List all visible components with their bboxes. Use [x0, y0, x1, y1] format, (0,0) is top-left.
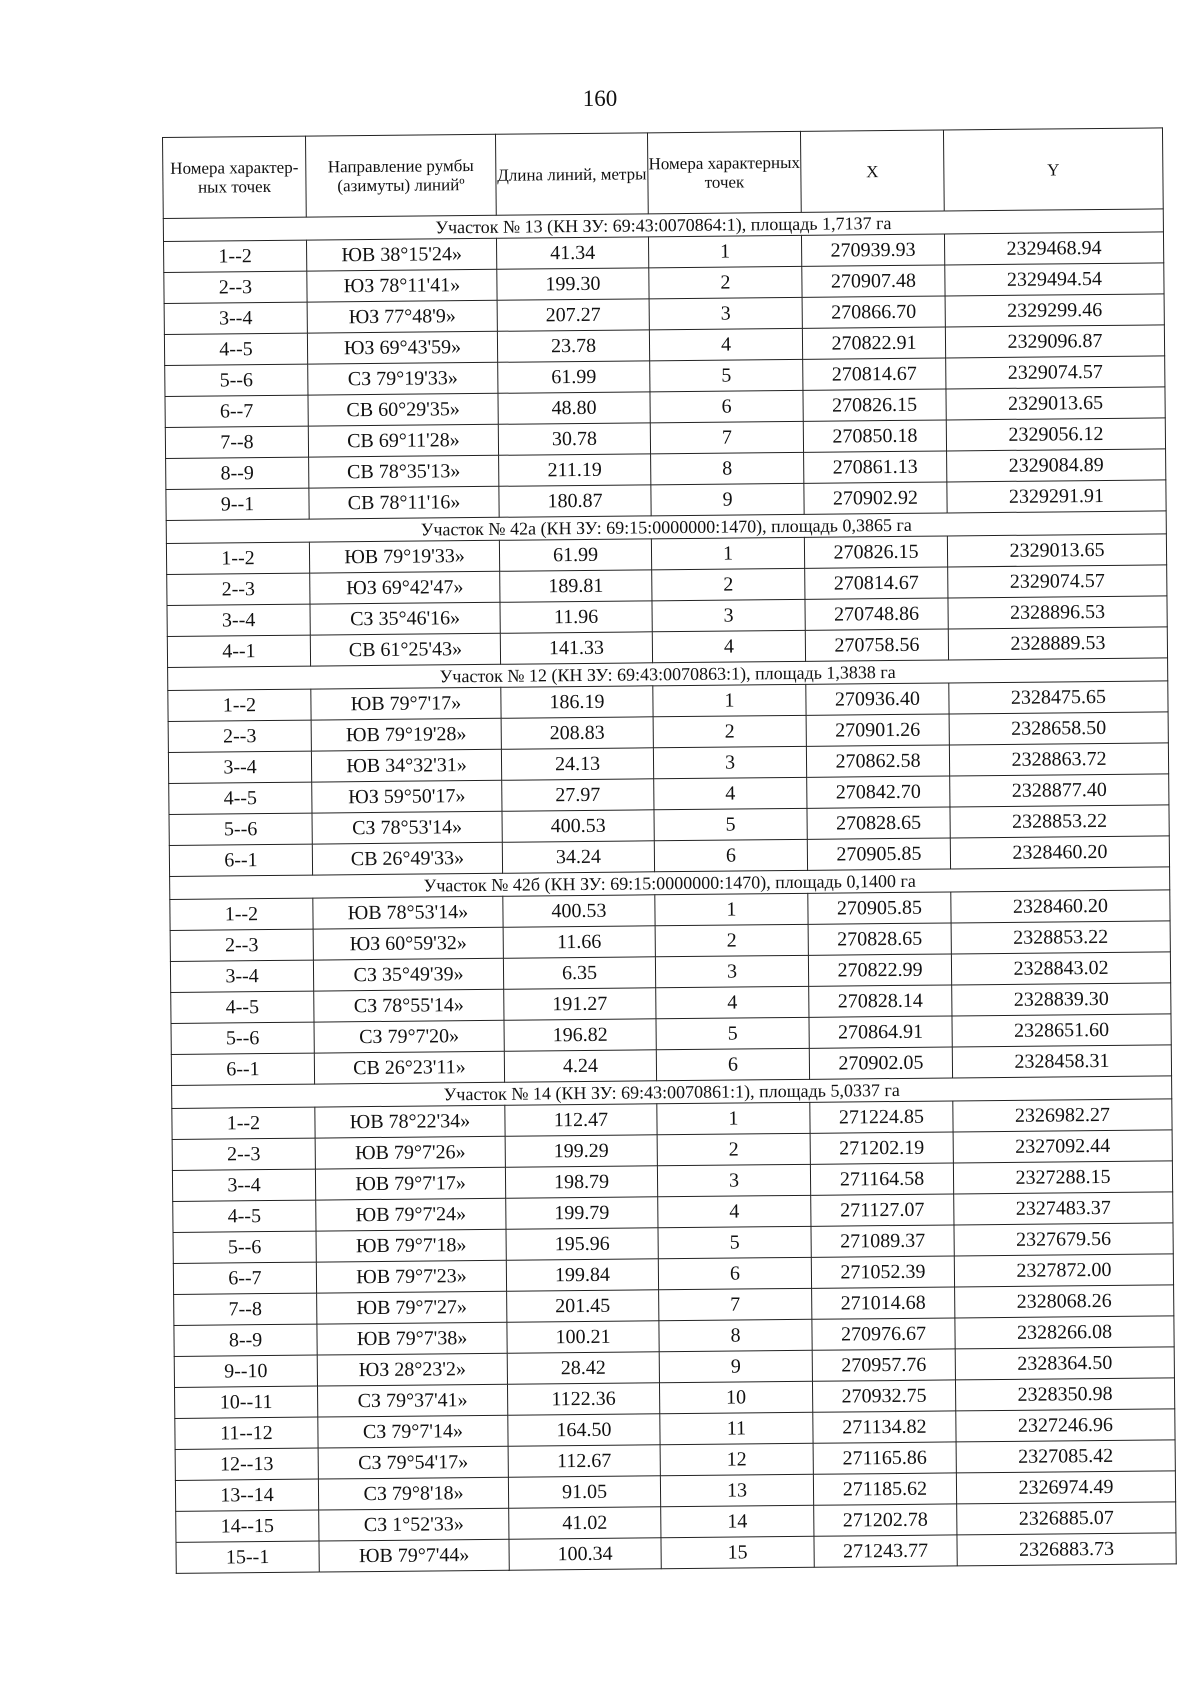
cell-x: 270850.18 — [803, 420, 946, 452]
cell-point-number: 1 — [648, 235, 801, 267]
cell-point-number: 11 — [660, 1412, 813, 1444]
cell-segment: 15--1 — [176, 1541, 319, 1573]
cell-direction: ЮВ 79°7'17» — [315, 1167, 505, 1200]
cell-segment: 5--6 — [171, 1022, 314, 1054]
cell-direction: ЮВ 79°7'18» — [316, 1229, 506, 1262]
cell-point-number: 8 — [651, 452, 804, 484]
cell-point-number: 9 — [659, 1350, 812, 1382]
cell-y: 2328863.72 — [949, 743, 1168, 776]
cell-direction: СВ 78°11'16» — [309, 486, 499, 519]
cell-x: 270861.13 — [804, 451, 947, 483]
cell-y: 2329013.65 — [947, 534, 1166, 567]
cell-length: 11.66 — [503, 926, 655, 958]
cell-point-number: 8 — [659, 1319, 812, 1351]
cell-x: 270932.75 — [812, 1380, 955, 1412]
cell-direction: СВ 26°49'33» — [312, 842, 502, 875]
cell-length: 199.29 — [505, 1135, 657, 1167]
cell-x: 270822.99 — [808, 954, 951, 986]
cell-x: 270902.05 — [809, 1047, 952, 1079]
cell-length: 112.47 — [505, 1104, 657, 1136]
cell-length: 6.35 — [503, 957, 655, 989]
cell-y: 2329074.57 — [946, 356, 1165, 389]
cell-x: 270814.67 — [803, 358, 946, 390]
cell-direction: ЮВ 38°15'24» — [306, 238, 496, 271]
cell-y: 2329494.54 — [945, 263, 1164, 296]
cell-segment: 2--3 — [172, 1138, 315, 1170]
cell-direction: СВ 60°29'35» — [308, 393, 498, 426]
cell-direction: ЮЗ 69°42'47» — [310, 571, 500, 604]
cell-x: 271014.68 — [812, 1287, 955, 1319]
cell-point-number: 1 — [653, 684, 806, 716]
cell-point-number: 6 — [654, 839, 807, 871]
cell-length: 191.27 — [504, 988, 656, 1020]
cell-direction: СЗ 79°7'14» — [318, 1415, 508, 1448]
cell-y: 2328475.65 — [949, 681, 1168, 714]
cell-length: 30.78 — [498, 423, 650, 455]
header-line-length: Длина линий, метры — [495, 133, 648, 215]
cell-x: 270907.48 — [802, 265, 945, 297]
cell-y: 2327679.56 — [954, 1223, 1173, 1256]
cell-segment: 9--10 — [174, 1355, 317, 1387]
cell-x: 271134.82 — [813, 1411, 956, 1443]
cell-direction: ЮЗ 69°43'59» — [307, 331, 497, 364]
cell-length: 41.02 — [509, 1507, 661, 1539]
cell-x: 271127.07 — [811, 1194, 954, 1226]
cell-direction: ЮЗ 77°48'9» — [307, 300, 497, 333]
cell-point-number: 1 — [655, 893, 808, 925]
cell-point-number: 1 — [651, 537, 804, 569]
cell-y: 2328896.53 — [948, 596, 1167, 629]
cell-direction: ЮВ 79°7'44» — [319, 1539, 509, 1572]
cell-point-number: 4 — [654, 777, 807, 809]
cell-x: 270936.40 — [806, 683, 949, 715]
cell-direction: ЮЗ 78°11'41» — [307, 269, 497, 302]
cell-length: 196.82 — [504, 1019, 656, 1051]
cell-direction: СВ 78°35'13» — [309, 455, 499, 488]
cell-y: 2328350.98 — [955, 1378, 1174, 1411]
cell-y: 2329096.87 — [945, 325, 1164, 358]
cell-segment: 10--11 — [175, 1386, 318, 1418]
cell-direction: ЮВ 79°19'33» — [309, 540, 499, 573]
cell-y: 2328460.20 — [950, 836, 1169, 869]
cell-direction: ЮВ 78°22'34» — [315, 1105, 505, 1138]
cell-point-number: 2 — [649, 266, 802, 298]
cell-segment: 2--3 — [167, 573, 310, 605]
cell-length: 28.42 — [507, 1352, 659, 1384]
cell-segment: 8--9 — [174, 1324, 317, 1356]
cell-point-number: 7 — [659, 1288, 812, 1320]
cell-segment: 2--3 — [164, 271, 307, 303]
cell-direction: СЗ 1°52'33» — [319, 1508, 509, 1541]
section-title: Участок № 12 (КН ЗУ: 69:43:0070863:1), площадь 1,3838 га — [168, 658, 1168, 691]
cell-direction: ЮВ 79°7'26» — [315, 1136, 505, 1169]
cell-length: 4.24 — [504, 1050, 656, 1082]
cell-length: 27.97 — [502, 779, 654, 811]
cell-direction: СЗ 78°53'14» — [312, 811, 502, 844]
cell-y: 2327092.44 — [953, 1130, 1172, 1163]
cell-segment: 4--5 — [164, 333, 307, 365]
cell-length: 112.67 — [508, 1445, 660, 1477]
cell-segment: 5--6 — [165, 364, 308, 396]
cell-length: 198.79 — [505, 1166, 657, 1198]
cell-direction: СЗ 78°55'14» — [314, 989, 504, 1022]
cell-segment: 2--3 — [170, 929, 313, 961]
cell-point-number: 4 — [649, 328, 802, 360]
table-body — [163, 209, 1176, 1574]
cell-direction: СЗ 79°54'17» — [318, 1446, 508, 1479]
cell-segment: 4--1 — [167, 635, 310, 667]
cell-x: 270905.85 — [807, 838, 950, 870]
cell-y: 2326974.49 — [956, 1471, 1175, 1504]
cell-y: 2329074.57 — [948, 565, 1167, 598]
cell-point-number: 4 — [652, 630, 805, 662]
cell-length: 195.96 — [506, 1228, 658, 1260]
cell-x: 270814.67 — [805, 567, 948, 599]
cell-length: 61.99 — [499, 539, 651, 571]
cell-x: 270862.58 — [806, 745, 949, 777]
cell-length: 24.13 — [501, 748, 653, 780]
cell-length: 201.45 — [507, 1290, 659, 1322]
cell-point-number: 3 — [655, 955, 808, 987]
cell-point-number: 3 — [653, 746, 806, 778]
cell-y: 2329013.65 — [946, 387, 1165, 420]
cell-segment: 4--5 — [171, 991, 314, 1023]
cell-x: 271052.39 — [811, 1256, 954, 1288]
cell-segment: 8--9 — [166, 457, 309, 489]
header-y: Y — [943, 128, 1163, 211]
cell-x: 270976.67 — [812, 1318, 955, 1350]
cell-segment: 6--7 — [165, 395, 308, 427]
cell-direction: ЮВ 79°19'28» — [311, 718, 501, 751]
cell-length: 199.30 — [497, 268, 649, 300]
cell-point-number: 2 — [657, 1133, 810, 1165]
cell-segment: 7--8 — [174, 1293, 317, 1325]
cell-y: 2328458.31 — [952, 1045, 1171, 1078]
cell-x: 271089.37 — [811, 1225, 954, 1257]
cell-point-number: 13 — [660, 1474, 813, 1506]
cell-x: 270901.26 — [806, 714, 949, 746]
page-number: 160 — [582, 86, 618, 111]
cell-x: 270842.70 — [807, 776, 950, 808]
cell-x: 271185.62 — [813, 1473, 956, 1505]
cell-point-number: 7 — [650, 421, 803, 453]
cell-segment: 1--2 — [168, 689, 311, 721]
cell-length: 100.34 — [509, 1538, 661, 1570]
cell-point-number: 12 — [660, 1443, 813, 1475]
cell-x: 271165.86 — [813, 1442, 956, 1474]
cell-x: 270957.76 — [812, 1349, 955, 1381]
cell-segment: 6--1 — [169, 844, 312, 876]
cell-point-number: 4 — [658, 1195, 811, 1227]
cell-point-number: 5 — [656, 1017, 809, 1049]
cell-segment: 1--2 — [170, 898, 313, 930]
cell-direction: ЮВ 34°32'31» — [311, 749, 501, 782]
cell-length: 61.99 — [498, 361, 650, 393]
cell-y: 2328460.20 — [951, 890, 1170, 923]
cell-point-number: 3 — [657, 1164, 810, 1196]
cell-length: 41.34 — [496, 237, 648, 269]
cell-segment: 6--7 — [173, 1262, 316, 1294]
section-title: Участок № 42б (КН ЗУ: 69:15:0000000:1470), площадь 0,1400 га — [170, 867, 1170, 900]
cell-point-number: 4 — [656, 986, 809, 1018]
cell-y: 2329084.89 — [947, 449, 1166, 482]
cell-length: 164.50 — [508, 1414, 660, 1446]
cell-y: 2328658.50 — [949, 712, 1168, 745]
cell-y: 2326885.07 — [957, 1502, 1176, 1535]
cell-y: 2328266.08 — [955, 1316, 1174, 1349]
cell-x: 270822.91 — [802, 327, 945, 359]
header-direction: Направление румбы (азимуты) линийº — [305, 134, 496, 217]
table-header-row — [163, 128, 1164, 219]
cell-x: 270828.14 — [809, 985, 952, 1017]
cell-x: 270826.15 — [804, 536, 947, 568]
cell-point-number: 2 — [652, 568, 805, 600]
cell-y: 2327872.00 — [954, 1254, 1173, 1287]
cell-point-number: 6 — [658, 1257, 811, 1289]
cell-segment: 9--1 — [166, 488, 309, 520]
cell-direction: ЮВ 79°7'23» — [316, 1260, 506, 1293]
section-title: Участок № 42а (КН ЗУ: 69:15:0000000:1470), площадь 0,3865 га — [166, 511, 1166, 544]
cell-length: 400.53 — [503, 895, 655, 927]
cell-y: 2326883.73 — [957, 1533, 1176, 1566]
cell-point-number: 2 — [655, 924, 808, 956]
cell-point-number: 5 — [654, 808, 807, 840]
cell-length: 199.84 — [506, 1259, 658, 1291]
cell-point-number: 6 — [650, 390, 803, 422]
cell-segment: 1--2 — [172, 1107, 315, 1139]
cell-point-number: 14 — [661, 1505, 814, 1537]
cell-y: 2327288.15 — [953, 1161, 1172, 1194]
cell-y: 2328843.02 — [951, 952, 1170, 985]
cell-x: 270748.86 — [805, 598, 948, 630]
cell-direction: СЗ 79°7'20» — [314, 1020, 504, 1053]
cell-direction: ЮВ 79°7'24» — [316, 1198, 506, 1231]
cell-length: 1122.36 — [507, 1383, 659, 1415]
cell-x: 270828.65 — [807, 807, 950, 839]
cell-y: 2328364.50 — [955, 1347, 1174, 1380]
cell-direction: СВ 69°11'28» — [308, 424, 498, 457]
cell-segment: 3--4 — [164, 302, 307, 334]
cell-y: 2328651.60 — [952, 1014, 1171, 1047]
cell-point-number: 6 — [656, 1048, 809, 1080]
cell-y: 2328877.40 — [950, 774, 1169, 807]
coordinates-table — [162, 127, 1177, 1574]
cell-point-number: 2 — [653, 715, 806, 747]
cell-x: 271202.78 — [814, 1504, 957, 1536]
cell-x: 270939.93 — [801, 234, 944, 266]
cell-direction: СВ 61°25'43» — [310, 633, 500, 666]
cell-x: 270866.70 — [802, 296, 945, 328]
cell-y: 2327085.42 — [956, 1440, 1175, 1473]
cell-segment: 11--12 — [175, 1417, 318, 1449]
cell-y: 2328853.22 — [950, 805, 1169, 838]
cell-x: 270905.85 — [808, 892, 951, 924]
cell-direction: ЮВ 79°7'17» — [311, 687, 501, 720]
header-point-numbers: Номера характер-ных точек — [163, 136, 307, 218]
cell-y: 2329056.12 — [946, 418, 1165, 451]
cell-segment: 3--4 — [168, 751, 311, 783]
cell-length: 180.87 — [499, 485, 651, 517]
cell-length: 100.21 — [507, 1321, 659, 1353]
cell-segment: 5--6 — [173, 1231, 316, 1263]
cell-point-number: 5 — [658, 1226, 811, 1258]
cell-x: 270864.91 — [809, 1016, 952, 1048]
cell-y: 2329299.46 — [945, 294, 1164, 327]
cell-length: 11.96 — [500, 601, 652, 633]
cell-direction: СЗ 79°19'33» — [308, 362, 498, 395]
cell-segment: 3--4 — [170, 960, 313, 992]
cell-length: 189.81 — [500, 570, 652, 602]
section-title: Участок № 13 (КН ЗУ: 69:43:0070864:1), площадь 1,7137 га — [163, 209, 1163, 242]
cell-segment: 3--4 — [172, 1169, 315, 1201]
cell-length: 208.83 — [501, 717, 653, 749]
cell-length: 186.19 — [501, 686, 653, 718]
section-title: Участок № 14 (КН ЗУ: 69:43:0070861:1), площадь 5,0337 га — [172, 1076, 1172, 1109]
cell-direction: СЗ 79°37'41» — [317, 1384, 507, 1417]
cell-segment: 2--3 — [168, 720, 311, 752]
cell-segment: 4--5 — [173, 1200, 316, 1232]
cell-segment: 13--14 — [175, 1479, 318, 1511]
cell-length: 207.27 — [497, 299, 649, 331]
cell-direction: ЮЗ 60°59'32» — [313, 927, 503, 960]
cell-length: 400.53 — [502, 810, 654, 842]
cell-segment: 6--1 — [171, 1053, 314, 1085]
cell-direction: ЮВ 79°7'27» — [317, 1291, 507, 1324]
cell-point-number: 10 — [659, 1381, 812, 1413]
cell-segment: 3--4 — [167, 604, 310, 636]
cell-direction: ЮВ 78°53'14» — [313, 896, 503, 929]
cell-direction: ЮЗ 59°50'17» — [312, 780, 502, 813]
cell-point-number: 3 — [649, 297, 802, 329]
cell-length: 23.78 — [497, 330, 649, 362]
cell-point-number: 15 — [661, 1536, 814, 1568]
cell-point-number: 9 — [651, 483, 804, 515]
header-x: X — [800, 130, 944, 212]
cell-x: 271164.58 — [810, 1163, 953, 1195]
cell-segment: 5--6 — [169, 813, 312, 845]
cell-x: 270758.56 — [805, 629, 948, 661]
cell-segment: 7--8 — [165, 426, 308, 458]
cell-length: 34.24 — [502, 841, 654, 873]
cell-x: 270828.65 — [808, 923, 951, 955]
cell-y: 2328839.30 — [952, 983, 1171, 1016]
cell-length: 199.79 — [506, 1197, 658, 1229]
cell-x: 271224.85 — [810, 1101, 953, 1133]
cell-y: 2327246.96 — [956, 1409, 1175, 1442]
cell-direction: ЮЗ 28°23'2» — [317, 1353, 507, 1386]
cell-length: 48.80 — [498, 392, 650, 424]
cell-segment: 4--5 — [169, 782, 312, 814]
cell-x: 271202.19 — [810, 1132, 953, 1164]
cell-segment: 14--15 — [176, 1510, 319, 1542]
cell-direction: СВ 26°23'11» — [314, 1051, 504, 1084]
cell-length: 211.19 — [499, 454, 651, 486]
cell-length: 91.05 — [508, 1476, 660, 1508]
cell-segment: 1--2 — [164, 240, 307, 272]
cell-direction: СЗ 79°8'18» — [318, 1477, 508, 1510]
cell-y: 2329468.94 — [944, 232, 1163, 265]
cell-segment: 1--2 — [166, 542, 309, 574]
cell-point-number: 3 — [652, 599, 805, 631]
cell-direction: СЗ 35°46'16» — [310, 602, 500, 635]
cell-y: 2328853.22 — [951, 921, 1170, 954]
cell-x: 271243.77 — [814, 1535, 957, 1567]
cell-y: 2329291.91 — [947, 480, 1166, 513]
cell-y: 2326982.27 — [953, 1099, 1172, 1132]
cell-x: 270826.15 — [803, 389, 946, 421]
cell-x: 270902.92 — [804, 482, 947, 514]
header-characteristic-points: Номера характерных точек — [647, 131, 801, 213]
cell-direction: СЗ 35°49'39» — [313, 958, 503, 991]
cell-y: 2328068.26 — [955, 1285, 1174, 1318]
cell-length: 141.33 — [500, 632, 652, 664]
cell-segment: 12--13 — [175, 1448, 318, 1480]
cell-y: 2328889.53 — [948, 627, 1167, 660]
cell-point-number: 5 — [650, 359, 803, 391]
cell-direction: ЮВ 79°7'38» — [317, 1322, 507, 1355]
cell-point-number: 1 — [657, 1102, 810, 1134]
cell-y: 2327483.37 — [954, 1192, 1173, 1225]
